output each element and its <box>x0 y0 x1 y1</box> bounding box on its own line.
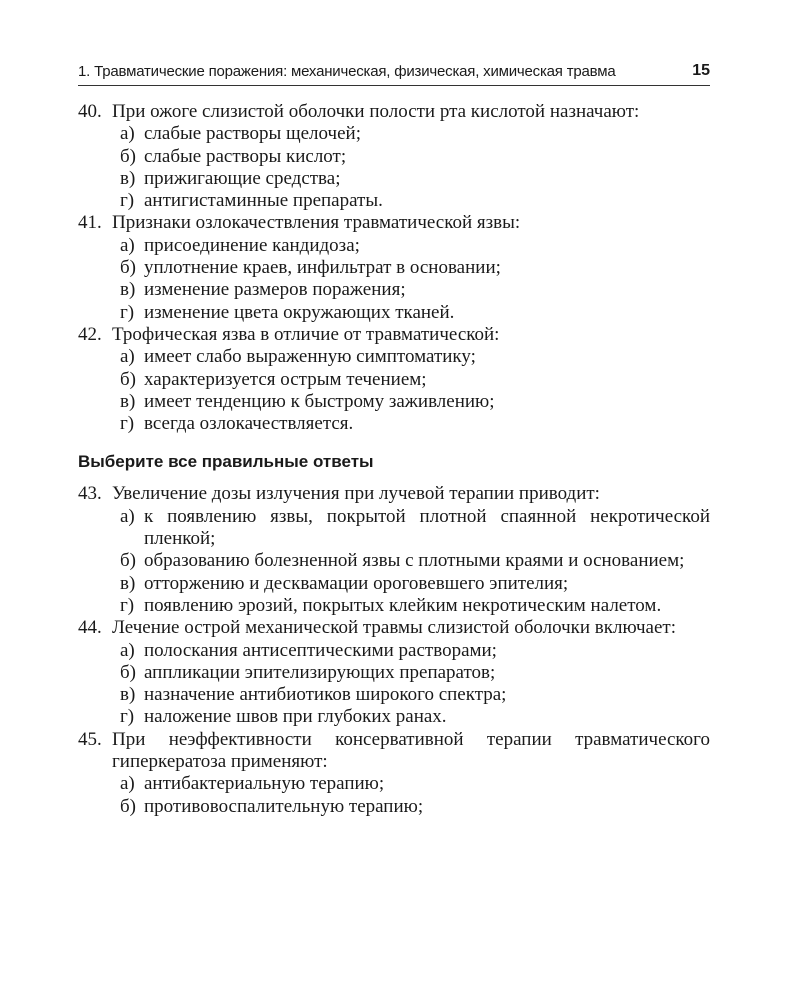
question-block-2 <box>78 483 710 817</box>
question-item <box>78 101 710 212</box>
answer-option <box>78 369 710 391</box>
question-block-1 <box>78 101 710 435</box>
answer-option <box>78 257 710 279</box>
chapter-title: 1. Травматические поражения: механическая, физическая, химическая травма <box>78 63 616 80</box>
answer-option <box>78 506 710 551</box>
option-letter: б) <box>120 368 136 390</box>
option-letter: б) <box>120 550 136 572</box>
question-number: 45. <box>78 728 102 750</box>
answer-option <box>78 391 710 413</box>
option-letter: г) <box>120 301 135 323</box>
running-header <box>78 63 710 86</box>
option-text: антигистаминные препараты. <box>144 190 383 212</box>
question-body: Трофическая язва в отличие от травматической: <box>112 323 500 345</box>
option-text: изменение цвета окружающих тканей. <box>144 301 455 323</box>
option-text: полоскания антисептическими растворами; <box>144 639 497 661</box>
option-text: присоединение кандидоза; <box>144 234 360 256</box>
option-letter: г) <box>120 706 135 728</box>
question-body: Лечение острой механической травмы слизистой оболочки включает: <box>112 617 676 639</box>
question-text <box>78 324 710 346</box>
option-text: изменение размеров поражения; <box>144 279 406 301</box>
answer-option <box>78 235 710 257</box>
option-letter: г) <box>120 594 135 616</box>
option-letter: в) <box>120 572 136 594</box>
option-letter: б) <box>120 661 136 683</box>
question-body: При ожоге слизистой оболочки полости рта кислотой назначают: <box>112 101 640 122</box>
answer-option <box>78 550 710 572</box>
question-item <box>78 212 710 323</box>
answer-options <box>78 773 710 818</box>
option-letter: а) <box>120 234 135 256</box>
question-item <box>78 617 710 728</box>
question-number: 44. <box>78 617 102 639</box>
answer-option <box>78 413 710 435</box>
answer-option <box>78 279 710 301</box>
option-letter: в) <box>120 684 136 706</box>
option-text: слабые растворы щелочей; <box>144 123 361 145</box>
question-body: При неэффективности консервативной терапии травматического гиперкератоза применяют: <box>112 728 710 773</box>
option-text: прижигающие средства; <box>144 167 341 189</box>
page-content <box>78 101 710 818</box>
answer-option <box>78 706 710 728</box>
answer-option <box>78 640 710 662</box>
answer-options <box>78 640 710 729</box>
option-text: назначение антибиотиков широкого спектра; <box>144 684 507 706</box>
option-text: характеризуется острым течением; <box>144 368 427 390</box>
answer-option <box>78 190 710 212</box>
answer-option <box>78 573 710 595</box>
option-letter: в) <box>120 279 136 301</box>
answer-option <box>78 796 710 818</box>
answer-options <box>78 506 710 617</box>
option-text: образованию болезненной язвы с плотными краями и основанием; <box>144 550 685 572</box>
option-letter: б) <box>120 257 136 279</box>
option-text: имеет тенденцию к быстрому заживлению; <box>144 390 495 412</box>
option-letter: г) <box>120 190 135 212</box>
question-number: 42. <box>78 323 102 345</box>
answer-option <box>78 773 710 795</box>
question-text <box>78 101 710 123</box>
option-letter: а) <box>120 505 135 527</box>
question-number: 43. <box>78 483 102 505</box>
option-text: имеет слабо выраженную симптоматику; <box>144 346 476 368</box>
question-item <box>78 729 710 818</box>
option-text: к появлению язвы, покрытой плотной спаянной некротической пленкой; <box>144 505 710 550</box>
question-body: Признаки озлокачествления травматической язвы: <box>112 212 521 234</box>
question-item <box>78 483 710 617</box>
question-body: Увеличение дозы излучения при лучевой терапии приводит: <box>112 483 600 505</box>
option-letter: б) <box>120 145 136 167</box>
option-text: слабые растворы кислот; <box>144 145 347 167</box>
answer-option <box>78 346 710 368</box>
answer-options <box>78 123 710 212</box>
option-letter: в) <box>120 390 136 412</box>
section-title: Выберите все правильные ответы <box>78 452 374 472</box>
question-text <box>78 729 710 774</box>
option-letter: а) <box>120 773 135 795</box>
question-number: 40. <box>78 101 102 122</box>
option-letter: б) <box>120 795 136 817</box>
answer-option <box>78 168 710 190</box>
question-number: 41. <box>78 212 102 234</box>
answer-option <box>78 662 710 684</box>
option-letter: г) <box>120 413 135 435</box>
question-item <box>78 324 710 435</box>
option-text: противовоспалительную терапию; <box>144 795 424 817</box>
option-text: отторжению и десквамации ороговевшего эпителия; <box>144 572 569 594</box>
option-letter: в) <box>120 167 136 189</box>
question-text <box>78 483 710 505</box>
option-text: появлению эрозий, покрытых клейким некротическим налетом. <box>144 594 662 616</box>
answer-option <box>78 302 710 324</box>
option-letter: а) <box>120 639 135 661</box>
option-text: уплотнение краев, инфильтрат в основании; <box>144 257 501 279</box>
option-text: аппликации эпителизирующих препаратов; <box>144 661 496 683</box>
option-text: наложение швов при глубоких ранах. <box>144 706 447 728</box>
option-letter: а) <box>120 123 135 145</box>
page-number: 15 <box>692 62 710 79</box>
answer-option <box>78 684 710 706</box>
option-letter: а) <box>120 346 135 368</box>
question-text <box>78 617 710 639</box>
question-text <box>78 212 710 234</box>
answer-option <box>78 146 710 168</box>
option-text: антибактериальную терапию; <box>144 773 385 795</box>
answer-options <box>78 235 710 324</box>
answer-option <box>78 123 710 145</box>
answer-option <box>78 595 710 617</box>
answer-options <box>78 346 710 435</box>
option-text: всегда озлокачествляется. <box>144 413 354 435</box>
